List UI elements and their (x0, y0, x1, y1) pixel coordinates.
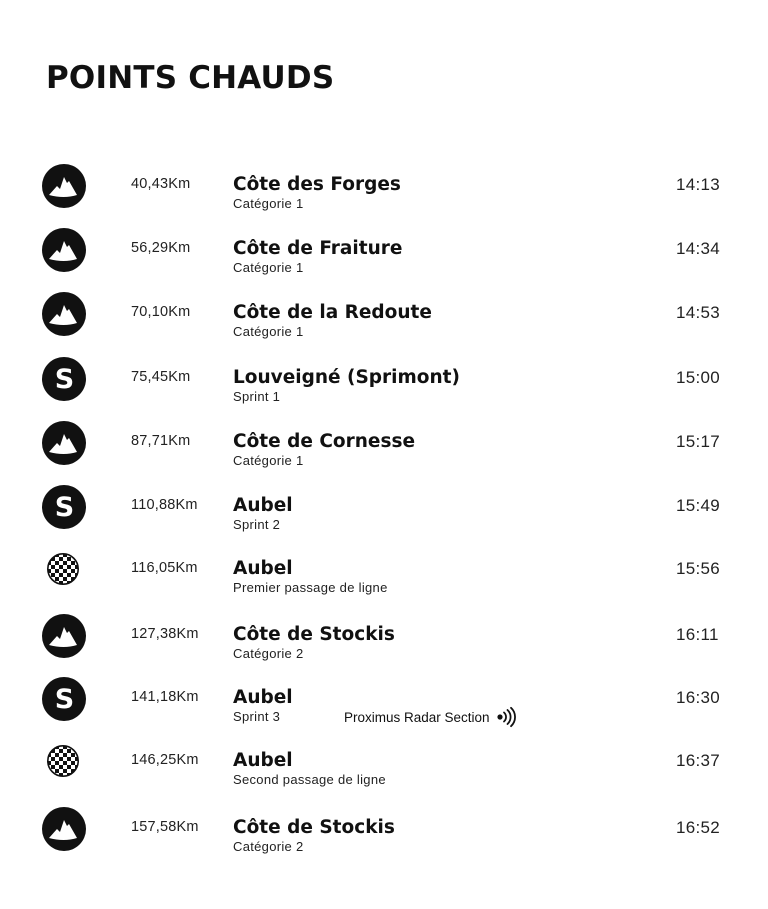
list-item (0, 733, 768, 793)
point-subtitle: Catégorie 1 (233, 453, 304, 468)
time: 16:30 (676, 688, 721, 707)
point-name: Côte de Fraiture (233, 238, 403, 259)
mountain-climb-icon (42, 164, 86, 208)
point-name: Aubel (233, 495, 293, 516)
time: 15:56 (676, 559, 721, 578)
distance: 110,88Km (131, 497, 198, 513)
time: 15:49 (676, 496, 721, 515)
time: 16:37 (676, 751, 721, 770)
point-subtitle: Sprint 2 (233, 517, 281, 532)
mountain-climb-icon (42, 421, 86, 465)
page-title: POINTS CHAUDS (46, 60, 335, 96)
distance: 40,43Km (131, 176, 191, 192)
point-subtitle: Catégorie 1 (233, 260, 304, 275)
time: 14:34 (676, 239, 721, 258)
list-item (0, 350, 768, 410)
list-item (0, 414, 768, 474)
point-subtitle: Catégorie 2 (233, 646, 304, 661)
distance: 127,38Km (131, 626, 199, 642)
point-name: Aubel (233, 750, 293, 771)
point-name: Côte des Forges (233, 174, 401, 195)
mountain-climb-icon (42, 228, 86, 272)
point-subtitle: Sprint 1 (233, 389, 281, 404)
distance: 87,71Km (131, 433, 191, 449)
list-item (0, 800, 768, 860)
time: 15:00 (676, 368, 721, 387)
distance: 157,58Km (131, 819, 199, 835)
distance: 75,45Km (131, 369, 191, 385)
sprint-icon (42, 485, 86, 529)
checkered-flag-icon (47, 553, 79, 585)
mountain-climb-icon (42, 807, 86, 851)
time: 14:13 (676, 175, 721, 194)
svg-text:S: S (54, 364, 75, 395)
time: 14:53 (676, 303, 721, 322)
radar-signal-icon (495, 706, 517, 728)
point-subtitle: Sprint 3 (233, 709, 281, 724)
point-subtitle: Second passage de ligne (233, 772, 386, 787)
point-name: Aubel (233, 558, 293, 579)
point-name: Côte de Stockis (233, 624, 395, 645)
list-item (0, 221, 768, 281)
radar-section-label: Proximus Radar Section (344, 709, 490, 725)
time: 15:17 (676, 432, 721, 451)
checkered-flag-icon (47, 745, 79, 777)
point-subtitle: Catégorie 2 (233, 839, 304, 854)
sprint-icon (42, 677, 86, 721)
point-name: Louveigné (Sprimont) (233, 367, 460, 388)
mountain-climb-icon (42, 614, 86, 658)
list-item (0, 670, 768, 730)
point-name: Côte de Cornesse (233, 431, 416, 452)
list-item (0, 478, 768, 538)
time: 16:52 (676, 818, 721, 837)
point-subtitle: Catégorie 1 (233, 196, 304, 211)
distance: 116,05Km (131, 560, 198, 576)
distance: 141,18Km (131, 689, 199, 705)
time: 16:11 (676, 625, 719, 644)
distance: 146,25Km (131, 752, 199, 768)
mountain-climb-icon (42, 292, 86, 336)
distance: 70,10Km (131, 304, 191, 320)
point-name: Côte de la Redoute (233, 302, 432, 323)
point-subtitle: Premier passage de ligne (233, 580, 388, 595)
list-item (0, 607, 768, 667)
point-name: Aubel (233, 687, 293, 708)
list-item (0, 157, 768, 217)
radar-section (344, 706, 517, 728)
svg-text:S: S (54, 492, 75, 523)
svg-text:S: S (54, 684, 75, 715)
distance: 56,29Km (131, 240, 191, 256)
point-name: Côte de Stockis (233, 817, 395, 838)
point-subtitle: Catégorie 1 (233, 324, 304, 339)
list-item (0, 541, 768, 601)
list-item (0, 285, 768, 345)
sprint-icon (42, 357, 86, 401)
